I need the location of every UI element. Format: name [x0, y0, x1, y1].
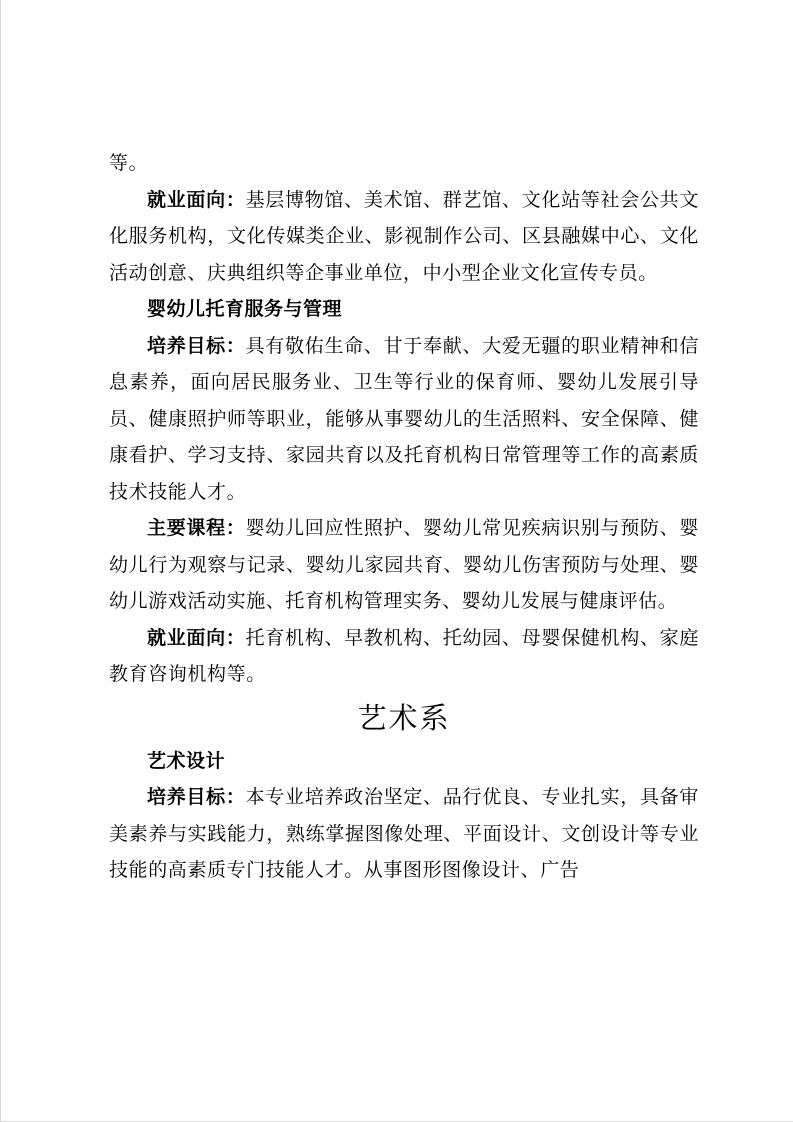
paragraph-training-goal-art — [109, 779, 699, 889]
paragraph-training-goal-infant — [109, 328, 699, 511]
department-title-art: 艺术系 — [357, 700, 451, 735]
paragraph-text: 婴幼儿回应性照护、婴幼儿常见疾病识别与预防、婴幼儿行为观察与记录、婴幼儿家园共育、婴幼儿伤害预防与处理、婴幼儿游戏活动实施、托育机构管理实务、婴幼儿发展与健康评估。 — [109, 517, 699, 612]
paragraph-employment-culture — [109, 182, 699, 292]
paragraph-label: 主要课程： — [147, 517, 246, 539]
paragraph-label: 就业面向： — [147, 188, 246, 211]
document-body — [109, 145, 699, 889]
paragraph-label: 培养目标： — [147, 334, 246, 357]
paragraph-label: 培养目标： — [147, 786, 246, 808]
paragraph-main-courses-infant — [109, 510, 699, 620]
section-heading-infant-care: 婴幼儿托育服务与管理 — [147, 298, 343, 320]
paragraph-text: 具有敬佑生命、甘于奉献、大爱无疆的职业精神和信息素养，面向居民服务业、卫生等行业的保育师、婴幼儿发展引导员、健康照护师等职业，能够从事婴幼儿的生活照料、安全保障、健康看护、学习支持、家园共育以及托育机构日常管理等工作的高素质技术技能人才。 — [109, 334, 699, 503]
paragraph-text: 托育机构、早教机构、托幼园、母婴保健机构、家庭教育咨询机构等。 — [109, 626, 699, 685]
paragraph-text: 等。 — [109, 152, 149, 174]
section-heading-art-design: 艺术设计 — [147, 749, 226, 772]
paragraph-text: 基层博物馆、美术馆、群艺馆、文化站等社会公共文化服务机构，文化传媒类企业、影视制作公司、区县融媒中心、文化活动创意、庆典组织等企事业单位，中小型企业文化宣传专员。 — [109, 188, 699, 284]
paragraph-employment-infant — [109, 620, 699, 693]
paragraph-text: 本专业培养政治坚定、品行优良、专业扎实，具备审美素养与实践能力，熟练掌握图像处理、平面设计、文创设计等专业技能的高素质专门技能人才。从事图形图像设计、广告 — [109, 786, 699, 881]
paragraph-continuation — [109, 145, 699, 182]
paragraph-label: 就业面向： — [147, 626, 246, 649]
